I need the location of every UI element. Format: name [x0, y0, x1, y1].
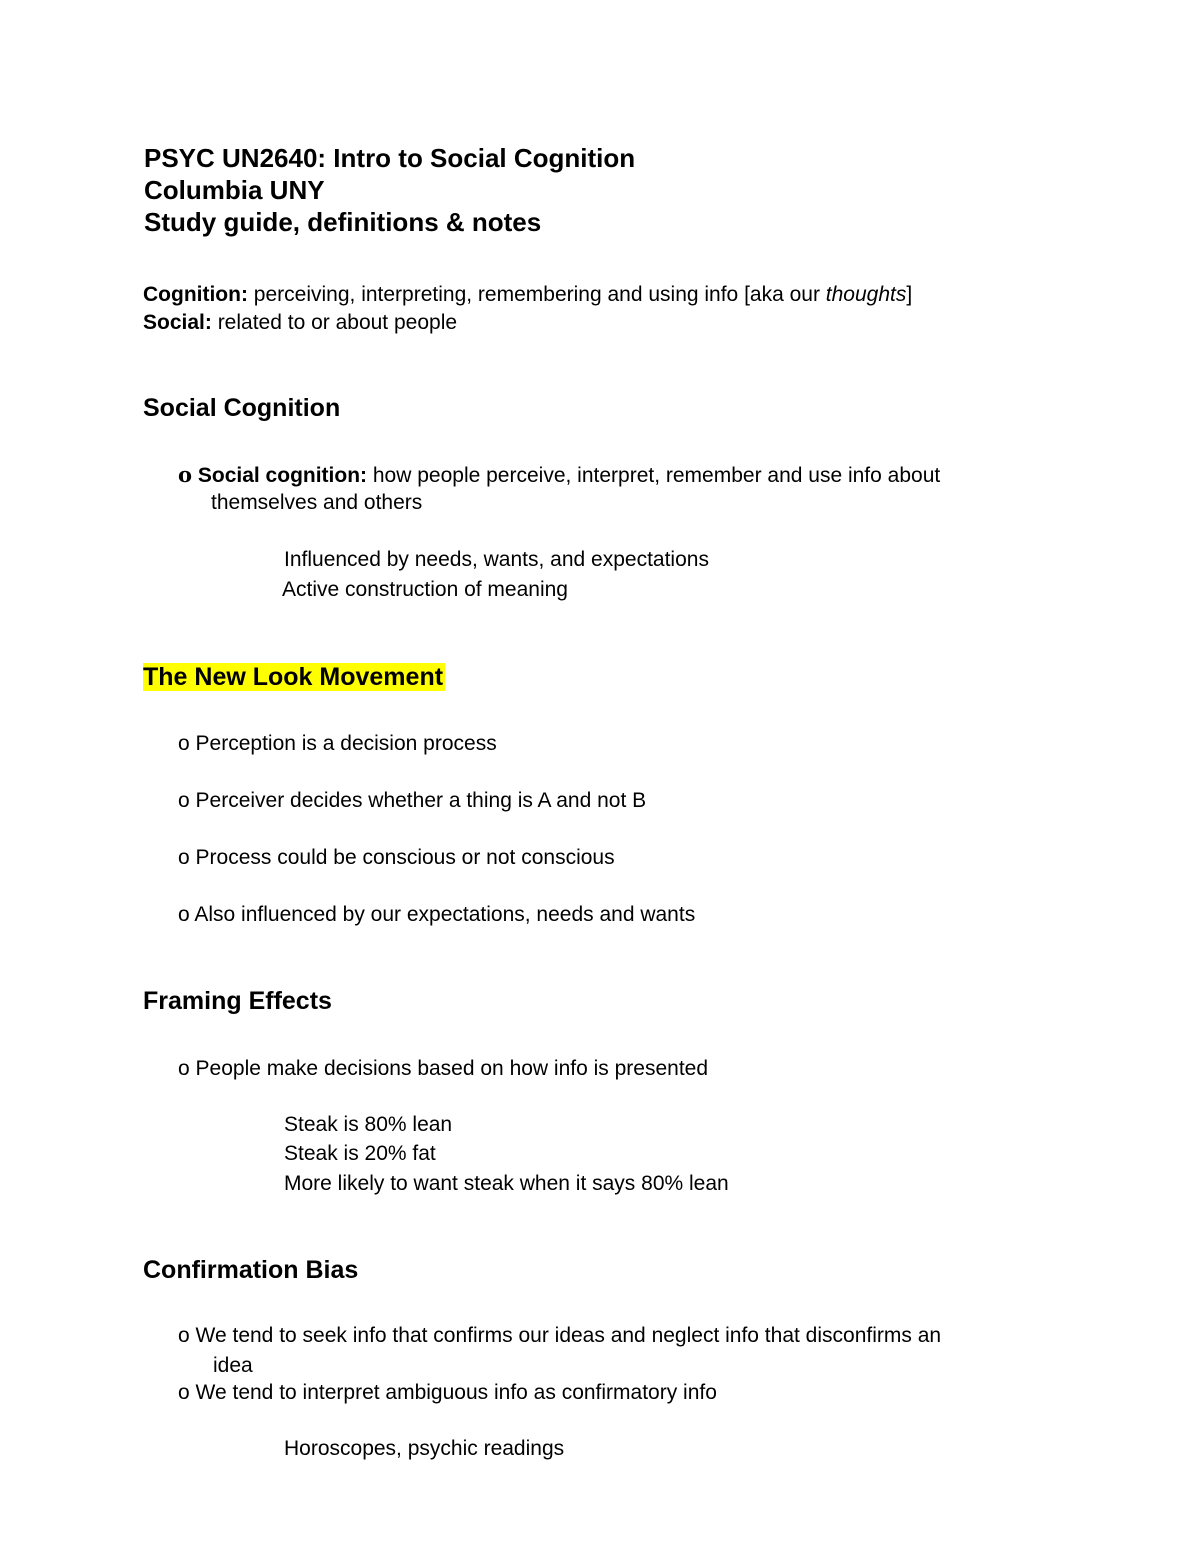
definition-text-end: ] — [906, 283, 913, 306]
definition-text: related to or about people — [211, 311, 458, 334]
bullet-marker: o — [178, 462, 193, 487]
bullet-text: how people perceive, interpret, remember and use info about — [367, 464, 941, 487]
definition-italic: thoughts — [825, 283, 907, 306]
bullet-marker: o — [178, 1057, 190, 1080]
bullet-text: We tend to seek info that confirms our ideas and neglect info that disconfirms an — [195, 1324, 942, 1347]
sub-item: More likely to want steak when it says 80% lean — [284, 1172, 729, 1195]
bullet-text: Perceiver decides whether a thing is A and not B — [195, 789, 647, 812]
bullet-text: We tend to interpret ambiguous info as confirmatory info — [195, 1381, 717, 1404]
sub-item: Steak is 20% fat — [284, 1142, 436, 1165]
list-item — [178, 1322, 941, 1350]
school-name: Columbia UNY — [144, 175, 325, 205]
bullet-text: People make decisions based on how info is presented — [195, 1057, 709, 1080]
list-item — [178, 1379, 717, 1407]
list-item — [178, 901, 695, 929]
list-item — [178, 1055, 708, 1083]
bullet-marker: o — [178, 846, 190, 869]
section-heading-framing: Framing Effects — [143, 987, 332, 1015]
bullet-marker: o — [178, 789, 190, 812]
section-heading-confirmation: Confirmation Bias — [143, 1256, 359, 1284]
bullet-text: Perception is a decision process — [195, 732, 497, 755]
highlighted-heading: The New Look Movement — [143, 663, 444, 691]
sub-item: Horoscopes, psychic readings — [284, 1437, 565, 1460]
list-item — [178, 461, 940, 490]
sub-item: Active construction of meaning — [282, 578, 568, 601]
definition-cognition — [143, 281, 912, 309]
bullet-marker: o — [178, 1381, 190, 1404]
definition-text: perceiving, interpreting, remembering and using info [aka our — [247, 283, 826, 306]
section-heading-new-look — [143, 662, 445, 692]
definition-social — [143, 309, 457, 337]
definition-term: Cognition: — [143, 283, 248, 306]
bullet-marker: o — [178, 1324, 190, 1347]
bullet-marker: o — [178, 732, 190, 755]
sub-item: Influenced by needs, wants, and expectations — [284, 548, 709, 571]
list-item — [178, 787, 646, 815]
list-item — [178, 730, 497, 758]
document-title: PSYC UN2640: Intro to Social Cognition — [144, 143, 636, 173]
bullet-text: Process could be conscious or not conscious — [195, 846, 615, 869]
bullet-text: Also influenced by our expectations, needs and wants — [194, 903, 696, 926]
document-subtitle: Study guide, definitions & notes — [144, 207, 542, 237]
bullet-term: Social cognition: — [197, 464, 368, 487]
sub-item: Steak is 80% lean — [284, 1113, 453, 1136]
definition-term: Social: — [143, 311, 212, 334]
bullet-marker: o — [178, 903, 190, 926]
list-item-continuation: themselves and others — [211, 491, 423, 514]
list-item — [178, 844, 615, 872]
list-item-continuation: idea — [213, 1354, 253, 1377]
section-heading-social-cognition: Social Cognition — [143, 394, 341, 422]
